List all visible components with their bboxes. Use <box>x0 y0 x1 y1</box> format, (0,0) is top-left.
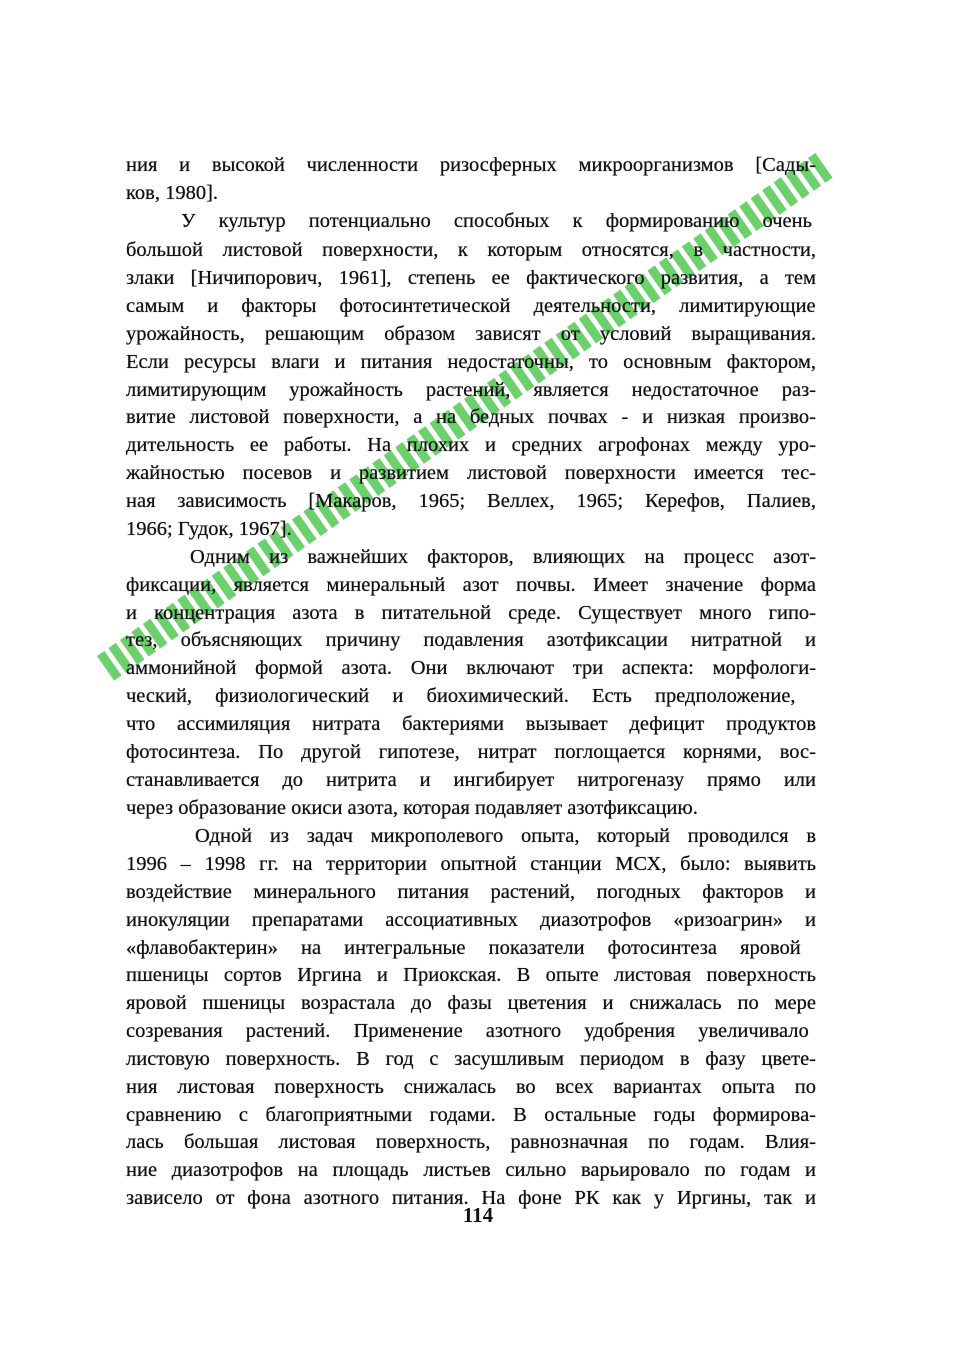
text-line: дительность ее работы. На плохих и средних агрофонах между уро- <box>126 434 816 456</box>
text-line: 1966; Гудок, 1967]. <box>126 518 292 540</box>
text-line: ков, 1980]. <box>126 182 219 204</box>
text-line: Если ресурсы влаги и питания недостаточны, то основным фактором, <box>126 351 816 373</box>
text-line: жайностью посевов и развитием листовой поверхности имеется тес- <box>126 462 816 484</box>
text-line: аммонийной формой азота. Они включают три аспекта: морфологи- <box>126 657 816 679</box>
text-line: инокуляции препаратами ассоциативных диазотрофов «ризоагрин» и <box>126 909 816 931</box>
text-line: «флавобактерин» на интегральные показатели фотосинтеза яровой <box>126 937 801 959</box>
text-line: ная зависимость [Макаров, 1965; Веллех, 1965; Керефов, Палиев, <box>126 490 816 512</box>
text-line: ние диазотрофов на площадь листьев сильно варьировало по годам и <box>126 1159 816 1181</box>
text-line: витие листовой поверхности, а на бедных почвах - и низкая произво- <box>126 406 816 428</box>
text-line: тез, объясняющих причину подавления азотфиксации нитратной и <box>126 629 816 651</box>
page-number: 114 <box>462 1203 494 1227</box>
text-line: листовую поверхность. В год с засушливым периодом в фазу цвете- <box>126 1048 816 1070</box>
text-line: лимитирующим урожайность растений, является недостаточное раз- <box>126 379 816 401</box>
text-line: созревания растений. Применение азотного удобрения увеличивало <box>126 1020 809 1042</box>
text-line: пшеницы сортов Иргина и Приокская. В опыте листовая поверхность <box>126 964 816 986</box>
text-line: ния и высокой численности ризосферных микроорганизмов [Сады- <box>126 154 816 176</box>
text-line: Одним из важнейших факторов, влияющих на процесс азот- <box>190 546 816 568</box>
text-line: 1996 – 1998 гг. на территории опытной станции МСХ, было: выявить <box>126 853 816 875</box>
text-line: большой листовой поверхности, к которым относятся, в частности, <box>126 239 816 261</box>
text-line: через образование окиси азота, которая подавляет азотфиксацию. <box>126 797 698 819</box>
text-line: ния листовая поверхность снижалась во всех вариантах опыта по <box>126 1076 816 1098</box>
text-line: зависело от фона азотного питания. На фоне РК как у Иргины, так и <box>126 1187 816 1209</box>
text-line: фиксации, является минеральный азот почвы. Имеет значение форма <box>126 574 816 596</box>
text-line: злаки [Ничипорович, 1961], степень ее фактического развития, а тем <box>126 267 816 289</box>
text-line: У культур потенциально способных к формированию очень <box>181 210 812 232</box>
text-line: лась большая листовая поверхность, равнозначная по годам. Влия- <box>126 1131 816 1153</box>
text-line: сравнению с благоприятными годами. В остальные годы формирова- <box>126 1104 816 1126</box>
text-line: урожайность, решающим образом зависят от условий выращивания. <box>126 323 816 345</box>
text-line: что ассимиляция нитрата бактериями вызывает дефицит продуктов <box>126 713 816 735</box>
text-line: воздействие минерального питания растений, погодных факторов и <box>126 881 816 903</box>
text-line: станавливается до нитрита и ингибирует нитрогеназу прямо или <box>126 769 816 791</box>
text-line: ческий, физиологический и биохимический. Есть предположение, <box>126 685 796 707</box>
text-line: самым и факторы фотосинтетической деятельности, лимитирующие <box>126 295 816 317</box>
text-line: и концентрация азота в питательной среде. Существует много гипо- <box>126 602 816 624</box>
text-line: Одной из задач микрополевого опыта, который проводился в <box>195 825 816 847</box>
text-line: яровой пшеницы возрастала до фазы цветения и снижалась по мере <box>126 992 816 1014</box>
text-line: фотосинтеза. По другой гипотезе, нитрат поглощается корнями, вос- <box>126 741 816 763</box>
